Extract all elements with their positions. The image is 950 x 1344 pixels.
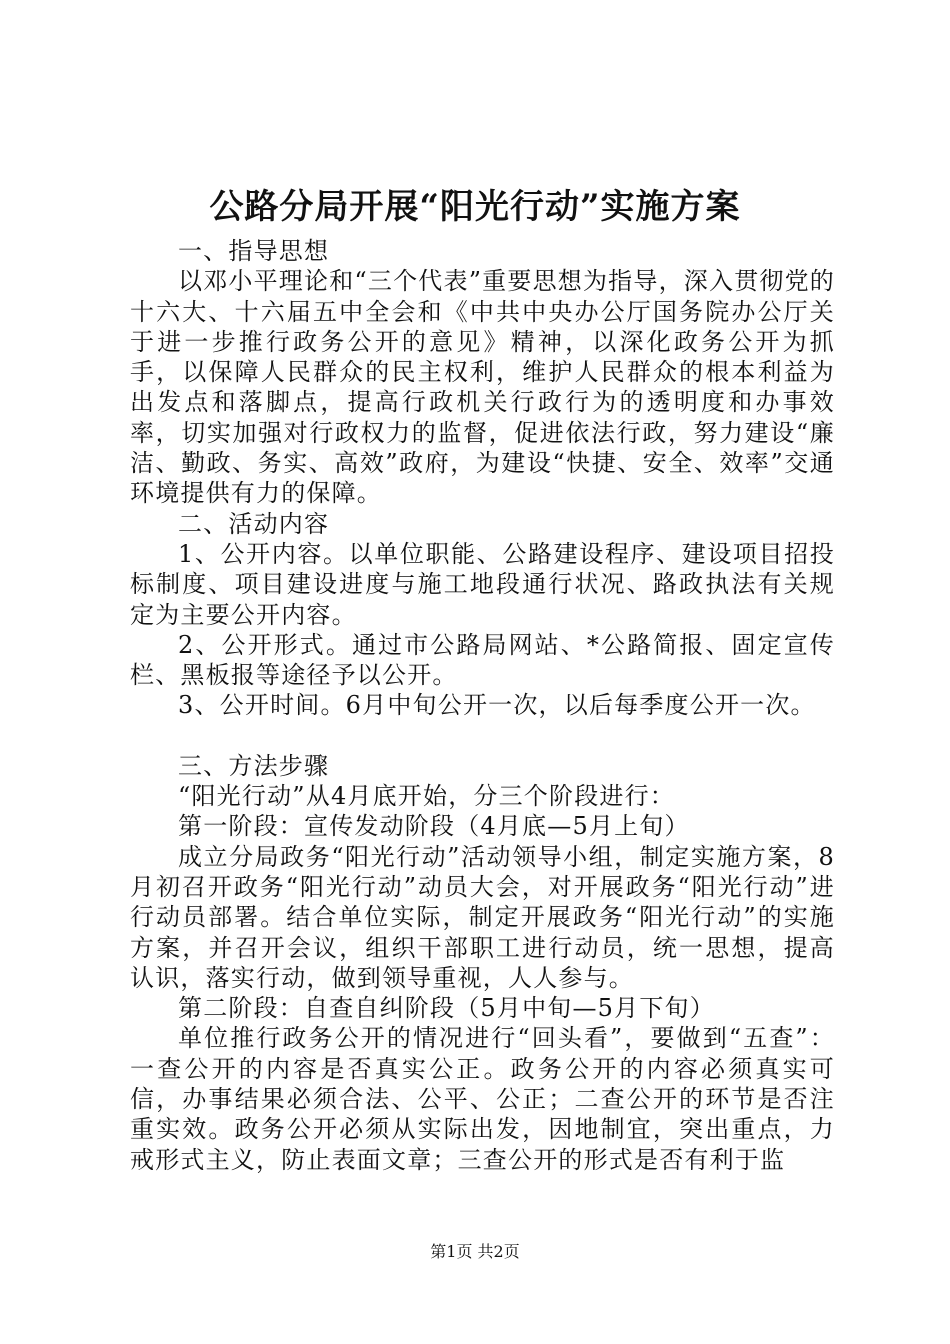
document-body — [130, 236, 835, 1175]
section-heading-method-steps: 三、方法步骤 — [178, 751, 330, 780]
paragraph-stage-two-title: 第二阶段：自查自纠阶段（5月中旬—5月下旬） — [178, 994, 715, 1023]
document-title: 公路分局开展“阳光行动”实施方案 — [209, 187, 741, 227]
paragraph-disclosure-time: 3、公开时间。6月中旬公开一次，以后每季度公开一次。 — [178, 691, 816, 720]
blank-line — [130, 721, 835, 751]
paragraph-guiding-ideology: 以邓小平理论和“三个代表”重要思想为指导，深入贯彻党的十六大、十六届五中全会和《中共中央办公厅国务院办公厅关于进一步推行政务公开的意见》精神，以深化政务公开为抓手，以保障人民群众的民主权利，维护人民群众的根本利益为出发点和落脚点，提高行政机关行政行为的透明度和办事效率，切实加强对行政权力的监督，促进依法行政，努力建设“廉洁、勤政、务实、高效”政府，为建设“快捷、安全、效率”交通环境提供有力的保障。 — [130, 267, 835, 508]
paragraph-disclosure-form: 2、公开形式。通过市公路局网站、*公路简报、固定宣传栏、黑板报等途径予以公开。 — [130, 630, 835, 690]
paragraph-stage-one-title: 第一阶段：宣传发动阶段（4月底—5月上旬） — [178, 812, 690, 841]
paragraph-stages-intro: “阳光行动”从4月底开始，分三个阶段进行： — [178, 782, 676, 811]
section-heading-guiding-ideology: 一、指导思想 — [178, 237, 330, 265]
paragraph-stage-two-body: 单位推行政务公开的情况进行“回头看”，要做到“五查”：一查公开的内容是否真实公正。政务公开的内容必须真实可信，办事结果必须合法、公平、公正；二查公开的环节是否注重实效。政务公开必须从实际出发，因地制宜，突出重点，力戒形式主义，防止表面文章；三查公开的形式是否有利于监 — [130, 1024, 835, 1174]
section-heading-activity-content: 二、活动内容 — [178, 509, 330, 538]
paragraph-stage-one-body: 成立分局政务“阳光行动”活动领导小组，制定实施方案，8月初召开政务“阳光行动”动员大会，对开展政务“阳光行动”进行动员部署。结合单位实际，制定开展政务“阳光行动”的实施方案，并召开会议，组织干部职工进行动员，统一思想，提高认识，落实行动，做到领导重视，人人参与。 — [130, 842, 835, 992]
paragraph-disclosure-content: 1、公开内容。以单位职能、公路建设程序、建设项目招投标制度、项目建设进度与施工地段通行状况、路政执法有关规定为主要公开内容。 — [130, 539, 835, 629]
page-footer: 第1页 共2页 — [430, 1242, 520, 1261]
